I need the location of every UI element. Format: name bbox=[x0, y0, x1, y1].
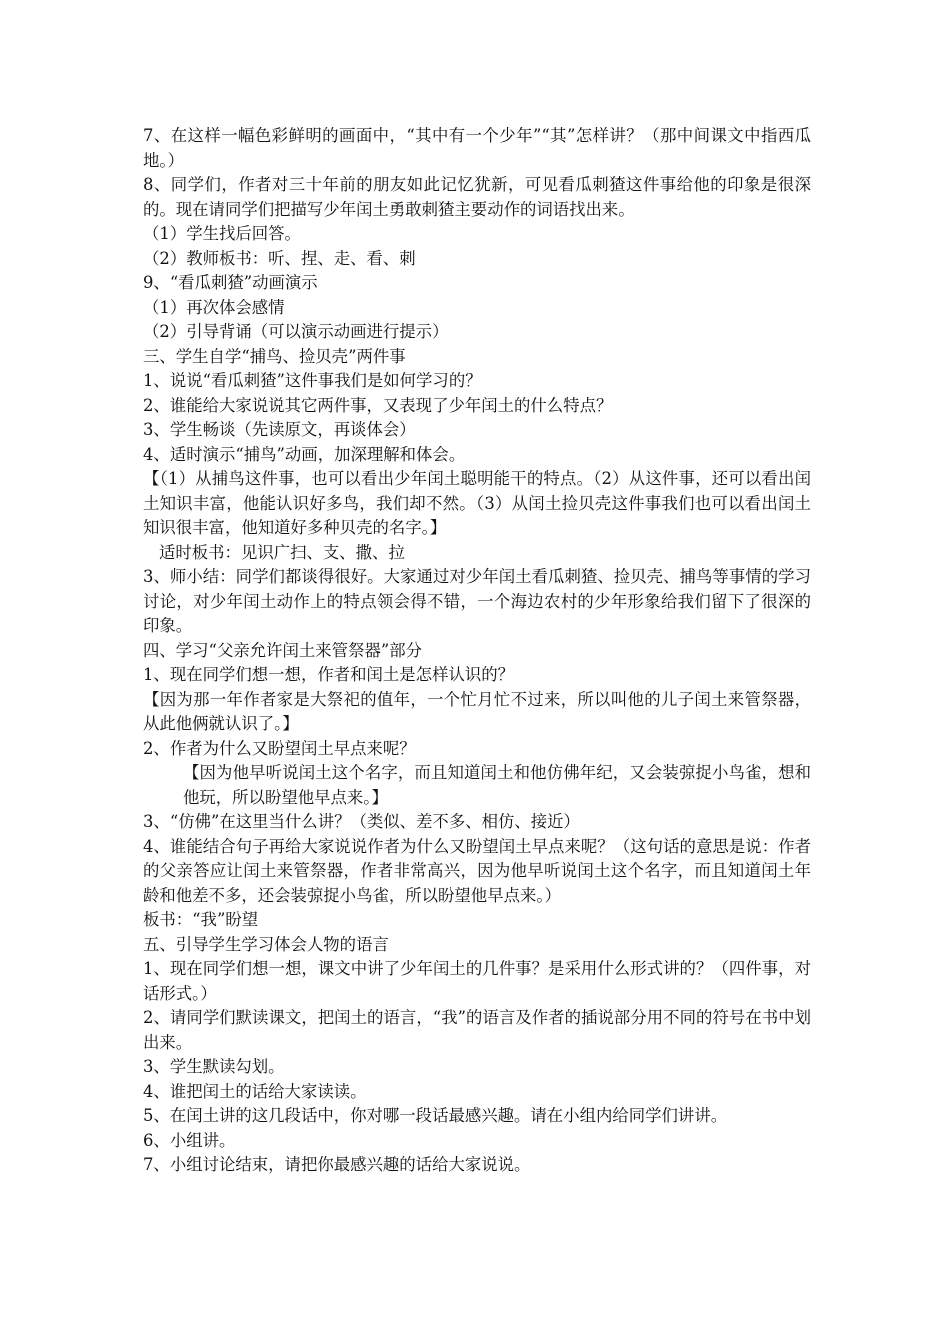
paragraph: 3、“仿佛”在这里当什么讲？（类似、差不多、相仿、接近） bbox=[143, 812, 580, 831]
paragraph: 6、小组讲。 bbox=[143, 1130, 236, 1150]
board-note: 适时板书：见识广扫、支、撒、拉 bbox=[159, 542, 405, 562]
paragraph: 2、请同学们默读课文，把闰土的语言，“我”的语言及作者的插说部分用不同的符号在书中划出来。 bbox=[143, 1008, 811, 1052]
paragraph: 5、在闰土讲的这几段话中，你对哪一段话最感兴趣。请在小组内给同学们讲讲。 bbox=[143, 1106, 728, 1125]
paragraph: （1）再次体会感情 bbox=[143, 297, 285, 317]
section-heading: 四、学习“父亲允许闰土来管祭器”部分 bbox=[143, 640, 423, 660]
paragraph: 2、作者为什么又盼望闰土早点来呢？ bbox=[143, 738, 416, 758]
answer-block: 【（1）从捕鸟这件事，也可以看出少年闰土聪明能干的特点。（2）从这件事，还可以看出闰土知识丰富，他能认识好多鸟，我们却不然。（3）从闰土捡贝壳这件事我们也可以看出闰土知识很丰富，他知道好多种贝壳的名字。】 bbox=[143, 469, 811, 537]
paragraph: 1、现在同学们想一想，课文中讲了少年闰土的几件事？是采用什么形式讲的？（四件事，对话形式。） bbox=[143, 959, 811, 1003]
paragraph: 4、谁能结合句子再给大家说说作者为什么又盼望闰土早点来呢？（这句话的意思是说：作者的父亲答应让闰土来管祭器，作者非常高兴，因为他早听说闰土这个名字，而且知道闰土年龄和他差不多，还会装弶捉小鸟雀，所以盼望他早点来。） bbox=[143, 836, 811, 905]
paragraph: （2）引导背诵（可以演示动画进行提示） bbox=[143, 322, 449, 341]
paragraph: 7、小组讨论结束，请把你最感兴趣的话给大家说说。 bbox=[143, 1155, 531, 1174]
section-heading: 五、引导学生学习体会人物的语言 bbox=[143, 934, 389, 954]
paragraph: 4、适时演示“捕鸟”动画，加深理解和体会。 bbox=[143, 444, 466, 464]
paragraph: 9、“看瓜刺猹”动画演示 bbox=[143, 273, 318, 292]
answer-block: 【因为那一年作者家是大祭祀的值年，一个忙月忙不过来，所以叫他的儿子闰土来管祭器，从此他俩就认识了。】 bbox=[143, 689, 811, 733]
paragraph: 1、说说“看瓜刺猹”这件事我们是如何学习的？ bbox=[143, 371, 482, 390]
paragraph: 4、谁把闰土的话给大家读读。 bbox=[143, 1081, 367, 1101]
paragraph: 3、学生默读勾划。 bbox=[143, 1057, 285, 1076]
paragraph: （1）学生找后回答。 bbox=[143, 224, 301, 243]
paragraph: （2）教师板书：听、捏、走、看、刺 bbox=[143, 248, 416, 268]
paragraph: 3、师小结：同学们都谈得很好。大家通过对少年闰土看瓜刺猹、捡贝壳、捕鸟等事情的学习讨论，对少年闰土动作上的特点领会得不错，一个海边农村的少年形象给我们留下了很深的印象。 bbox=[143, 567, 811, 635]
section-heading: 三、学生自学“捕鸟、捡贝壳”两件事 bbox=[143, 346, 406, 366]
board-note: 板书：“我”盼望 bbox=[143, 910, 259, 929]
document-body bbox=[143, 124, 811, 1178]
paragraph: 8、同学们，作者对三十年前的朋友如此记忆犹新，可见看瓜刺猹这件事给他的印象是很深的。现在请同学们把描写少年闰土勇敢刺猹主要动作的词语找出来。 bbox=[143, 175, 811, 219]
paragraph: 2、谁能给大家说说其它两件事，又表现了少年闰土的什么特点？ bbox=[143, 395, 613, 415]
paragraph: 7、在这样一幅色彩鲜明的画面中，“其中有一个少年”“其”怎样讲？（那中间课文中指西瓜地。） bbox=[143, 126, 811, 170]
paragraph: 3、学生畅谈（先读原文，再谈体会） bbox=[143, 420, 416, 439]
paragraph: 1、现在同学们想一想，作者和闰土是怎样认识的？ bbox=[143, 665, 515, 684]
answer-block: 【因为他早听说闰土这个名字，而且知道闰土和他仿佛年纪，又会装弶捉小鸟雀，想和他玩，所以盼望他早点来。】 bbox=[183, 763, 811, 807]
